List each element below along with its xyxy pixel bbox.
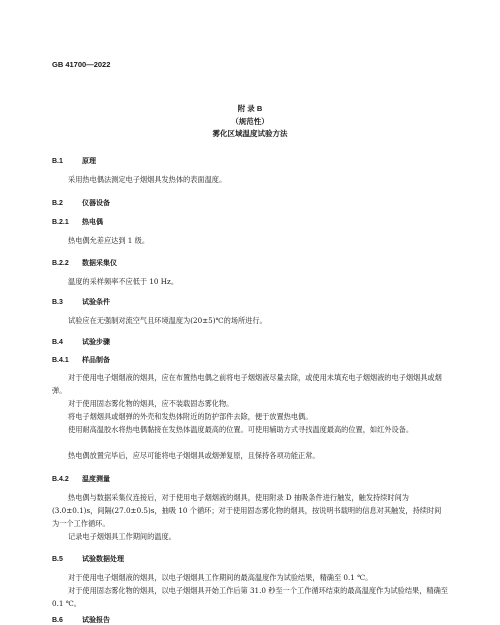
paragraph: 热电偶放置完毕后，应尽可能将电子烟烟具或烟弹复原，且保持各项功能正常。 xyxy=(68,451,320,460)
paragraph: 对于使用固态雾化物的烟具，应不装载固态雾化物。 xyxy=(68,399,234,408)
paragraph: 将电子烟烟具或烟弹的外壳和发热体附近的防护部件去除，便于放置热电偶。 xyxy=(68,412,313,421)
paragraph: 热电偶与数据采集仪连接后，对于使用电子烟烟液的烟具，使用附录 D 抽吸条件进行触发，触发持续时间为(3.0±0.1)s，间隔(27.0±0.5)s，抽吸 10 个循环；对于使用固态雾化物的烟具，按说明书载明的信息对其触发，持续时间为一个工作循环。 xyxy=(52,493,442,528)
paragraph: 热电偶允差应达到 1 级。 xyxy=(68,236,150,245)
paragraph: 记录电子烟烟具工作期间的温度。 xyxy=(68,532,176,541)
paragraph: 对于使用电子烟烟液的烟具，应在布置热电偶之前将电子烟烟液尽量去除，或使用未填充电子烟烟液的电子烟烟具或烟弹。 xyxy=(52,373,442,395)
appendix-label: 附 录 B xyxy=(237,104,263,113)
section-heading-b4: B.4 试验步骤 xyxy=(52,339,110,346)
section-heading-b2-1: B.2.1 热电偶 xyxy=(52,219,103,226)
paragraph: 试验应在无强制对流空气且环境温度为(20±5)℃的场所进行。 xyxy=(68,316,267,325)
paragraph: 使用耐高温胶水将热电偶黏接在发热体温度最高的位置。可使用辅助方式寻找温度最高的位置，如红外设备。 xyxy=(68,425,414,434)
standard-number: GB 41700—2022 xyxy=(52,60,111,69)
paragraph: 对于使用电子烟烟液的烟具，以电子烟烟具工作期间的最高温度作为试验结果，精确至 0.1 ℃。 xyxy=(68,573,373,582)
section-heading-b6: B.6 试验报告 xyxy=(52,617,110,624)
paragraph: 采用热电偶法测定电子烟烟具发热体的表面温度。 xyxy=(68,175,227,184)
appendix-type: （规范性） xyxy=(231,116,269,126)
appendix-title: 雾化区域温度试验方法 xyxy=(212,129,288,138)
section-heading-b4-1: B.4.1 样品制备 xyxy=(52,357,110,364)
section-heading-b4-2: B.4.2 温度测量 xyxy=(52,476,110,483)
paragraph: 对于使用固态雾化物的烟具，以电子烟烟具开始工作后第 31.0 秒至一个工作循环结束的最高温度作为试验结果，精确至 0.1 ℃。 xyxy=(52,586,448,608)
paragraph: 温度的采样频率不应低于 10 Hz。 xyxy=(68,277,179,286)
section-heading-b2-2: B.2.2 数据采集仪 xyxy=(52,260,117,267)
section-heading-b5: B.5 试验数据处理 xyxy=(52,556,124,563)
section-heading-b3: B.3 试验条件 xyxy=(52,299,110,306)
appendix-title-block xyxy=(0,103,500,141)
section-heading-b1: B.1 原理 xyxy=(52,158,96,165)
section-heading-b2: B.2 仪器设备 xyxy=(52,200,110,207)
